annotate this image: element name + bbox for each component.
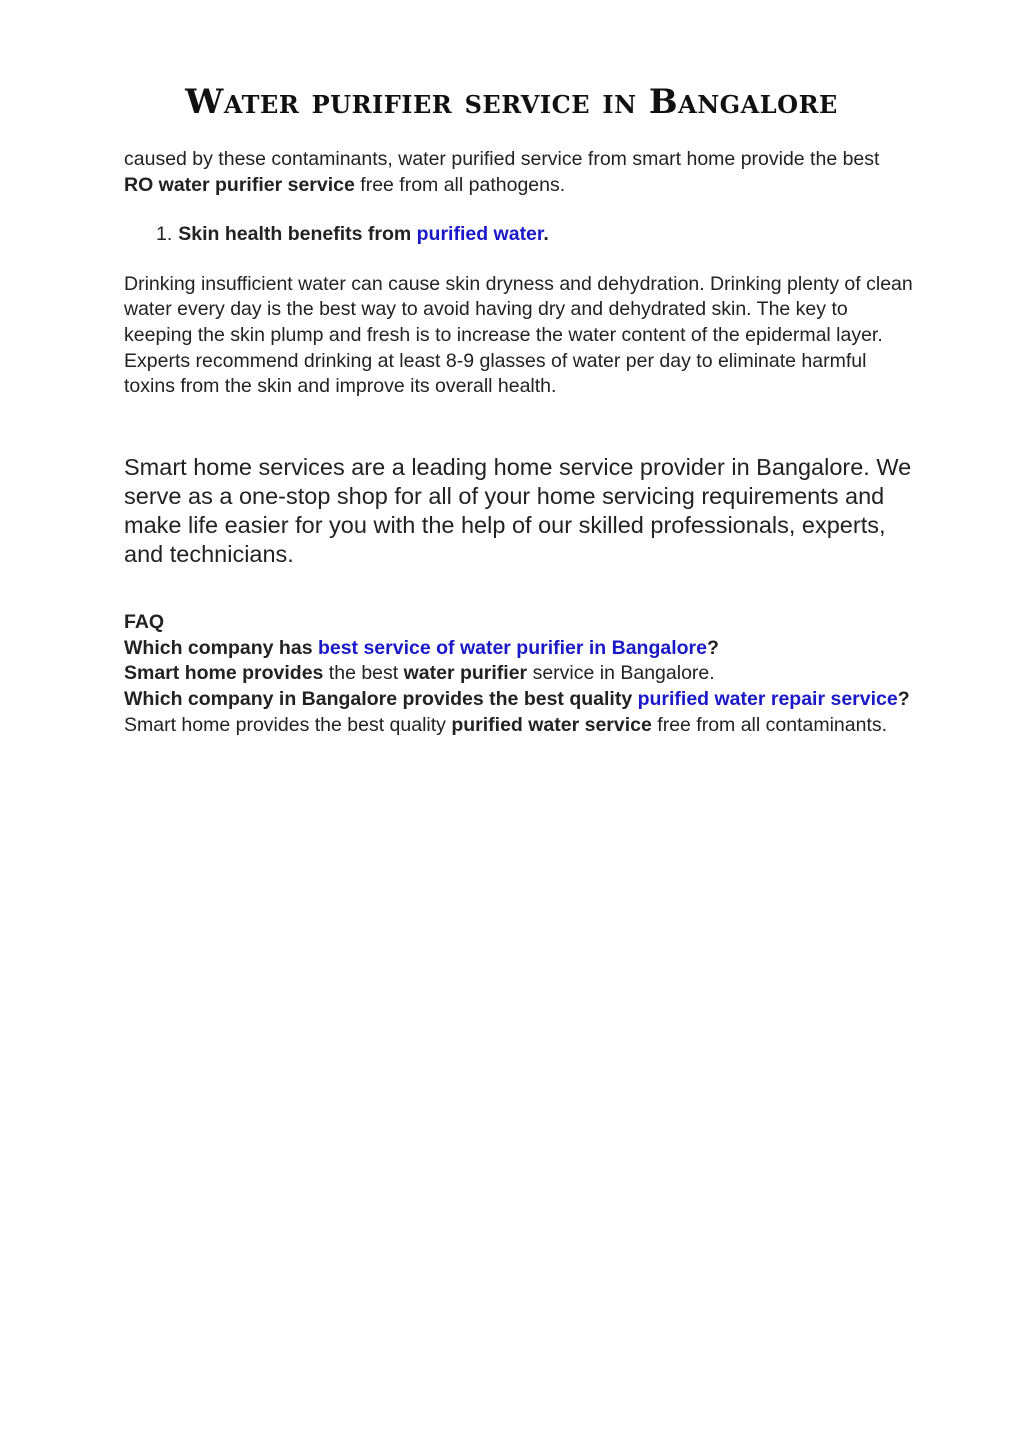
- faq-section: [124, 610, 914, 739]
- faq-q2-end: ?: [897, 688, 910, 711]
- page-title: Water purifier service in Bangalore: [185, 82, 838, 122]
- best-service-link[interactable]: best service of water purifier in Bangalore: [317, 636, 707, 659]
- faq-q1-text: Which company has: [124, 636, 318, 659]
- skin-health-paragraph: Drinking insufficient water can cause skin dryness and dehydration. Drinking plenty of clean water every day is the best way to avoid having dry and dehydrated skin. The key to keeping the skin plump and fresh is to increase the water content of the epidermal layer. Experts recommend drinking at least 8-9 glasses of water per day to eliminate harmful toxins from the skin and improve its overall health.: [124, 272, 913, 398]
- intro-text-start: caused by these contaminants, water purified service from smart home provide the best: [124, 148, 880, 170]
- faq-answer-2: [124, 713, 914, 739]
- faq-a1-text2: service in Bangalore.: [527, 662, 715, 685]
- list-item-text: Skin health benefits from: [178, 223, 417, 246]
- company-intro-paragraph: Smart home services are a leading home service provider in Bangalore. We serve as a one-stop shop for all of your home servicing requirements and make life easier for you with the help of our skilled professionals, experts, and technicians.: [124, 453, 912, 567]
- document-body: [124, 147, 914, 739]
- faq-a2-bold: purified water service: [451, 713, 652, 736]
- purified-water-link[interactable]: purified water: [416, 223, 544, 246]
- faq-answer-1: [124, 661, 914, 687]
- faq-heading: FAQ: [124, 610, 165, 633]
- list-item-end: .: [543, 223, 549, 246]
- faq-a2-text1: Smart home provides the best quality: [124, 713, 452, 736]
- faq-q1-end: ?: [707, 636, 719, 659]
- faq-a2-text2: free from all contaminants.: [651, 713, 888, 736]
- intro-bold-service: RO water purifier service: [124, 173, 355, 196]
- faq-a1-bold2: water purifier: [403, 662, 528, 685]
- faq-q2-text: Which company in Bangalore provides the best quality: [124, 688, 638, 711]
- intro-text-end: free from all pathogens.: [354, 173, 566, 196]
- list-item-skin-health: [124, 222, 914, 248]
- faq-a1-bold1: Smart home provides: [124, 662, 324, 685]
- faq-question-2: [124, 687, 914, 713]
- intro-paragraph: [124, 147, 914, 198]
- repair-service-link[interactable]: purified water repair service: [637, 688, 898, 711]
- faq-a1-text1: the best: [323, 662, 404, 685]
- list-number: 1.: [156, 223, 173, 246]
- faq-question-1: [124, 636, 914, 662]
